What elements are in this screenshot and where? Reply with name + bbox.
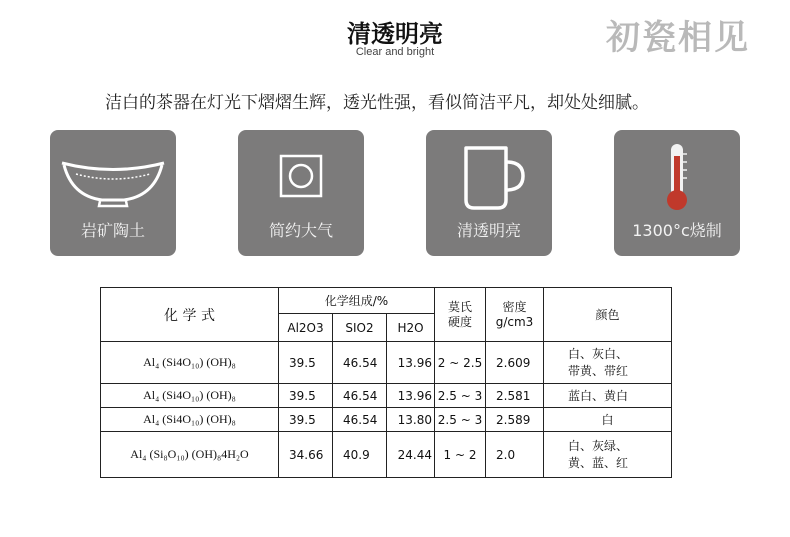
cell-formula: Al₄ (Si4O₁₀) (OH)₈ — [101, 342, 279, 384]
feature-card-simple — [238, 130, 364, 256]
section-subtitle: Clear and bright — [355, 46, 435, 58]
cell-color: 蓝白、黄白 — [544, 384, 672, 408]
cell-density: 2.581 — [486, 384, 544, 408]
cell-formula: Al₄ (Si₈O₁₀) (OH)₈4H₂O — [101, 432, 279, 478]
cell-density: 2.589 — [486, 408, 544, 432]
table-row — [101, 432, 672, 478]
cell-hardness: 1 ~ 2 — [435, 432, 486, 478]
cell-sio2: 46.54 — [333, 384, 387, 408]
cell-density: 2.609 — [486, 342, 544, 384]
table-row — [101, 408, 672, 432]
cell-density: 2.0 — [486, 432, 544, 478]
table-row — [101, 342, 672, 384]
thermometer-icon — [614, 130, 740, 222]
section-title: 清透明亮 — [347, 20, 443, 48]
header-hardness: 莫氏 硬度 — [435, 288, 486, 342]
cell-formula: Al₄ (Si4O₁₀) (OH)₈ — [101, 384, 279, 408]
header-composition: 化学组成/% — [279, 288, 435, 314]
feature-card-fired — [614, 130, 740, 256]
cell-hardness: 2 ~ 2.5 — [435, 342, 486, 384]
composition-table — [100, 287, 672, 478]
feature-label-simple: 简约大气 — [268, 221, 333, 240]
header-h2o: H2O — [387, 314, 435, 342]
cell-h2o: 24.44 — [387, 432, 435, 478]
cell-color: 白 — [544, 408, 672, 432]
cell-h2o: 13.80 — [387, 408, 435, 432]
feature-card-clear — [426, 130, 552, 256]
cell-h2o: 13.96 — [387, 342, 435, 384]
bowl-icon — [50, 130, 176, 222]
frame-circle-icon — [238, 130, 364, 222]
feature-label-fired: 1300°c烧制 — [632, 221, 722, 240]
cell-sio2: 46.54 — [333, 408, 387, 432]
table-row — [101, 384, 672, 408]
cell-color: 白、灰绿、 黄、蓝、红 — [544, 432, 672, 478]
cell-h2o: 13.96 — [387, 384, 435, 408]
cell-al2o3: 39.5 — [279, 342, 333, 384]
cell-al2o3: 34.66 — [279, 432, 333, 478]
header-formula: 化 学 式 — [101, 288, 279, 342]
cell-sio2: 46.54 — [333, 342, 387, 384]
brand-logo: 初瓷相见 — [606, 18, 750, 58]
description-text: 洁白的茶器在灯光下熠熠生辉，透光性强，看似简洁平凡，却处处细腻。 — [105, 93, 649, 113]
cell-formula: Al₄ (Si4O₁₀) (OH)₈ — [101, 408, 279, 432]
feature-card-clay — [50, 130, 176, 256]
header-density: 密度 g/cm3 — [486, 288, 544, 342]
cell-sio2: 40.9 — [333, 432, 387, 478]
cell-al2o3: 39.5 — [279, 408, 333, 432]
feature-label-clear: 清透明亮 — [456, 221, 521, 240]
cell-al2o3: 39.5 — [279, 384, 333, 408]
header-sio2: SIO2 — [333, 314, 387, 342]
cell-hardness: 2.5 ~ 3 — [435, 408, 486, 432]
header-al2o3: Al2O3 — [279, 314, 333, 342]
cell-color: 白、灰白、 带黄、带红 — [544, 342, 672, 384]
header-color: 颜色 — [544, 288, 672, 342]
feature-label-clay: 岩矿陶土 — [80, 221, 145, 240]
cell-hardness: 2.5 ~ 3 — [435, 384, 486, 408]
mug-icon — [426, 130, 552, 222]
